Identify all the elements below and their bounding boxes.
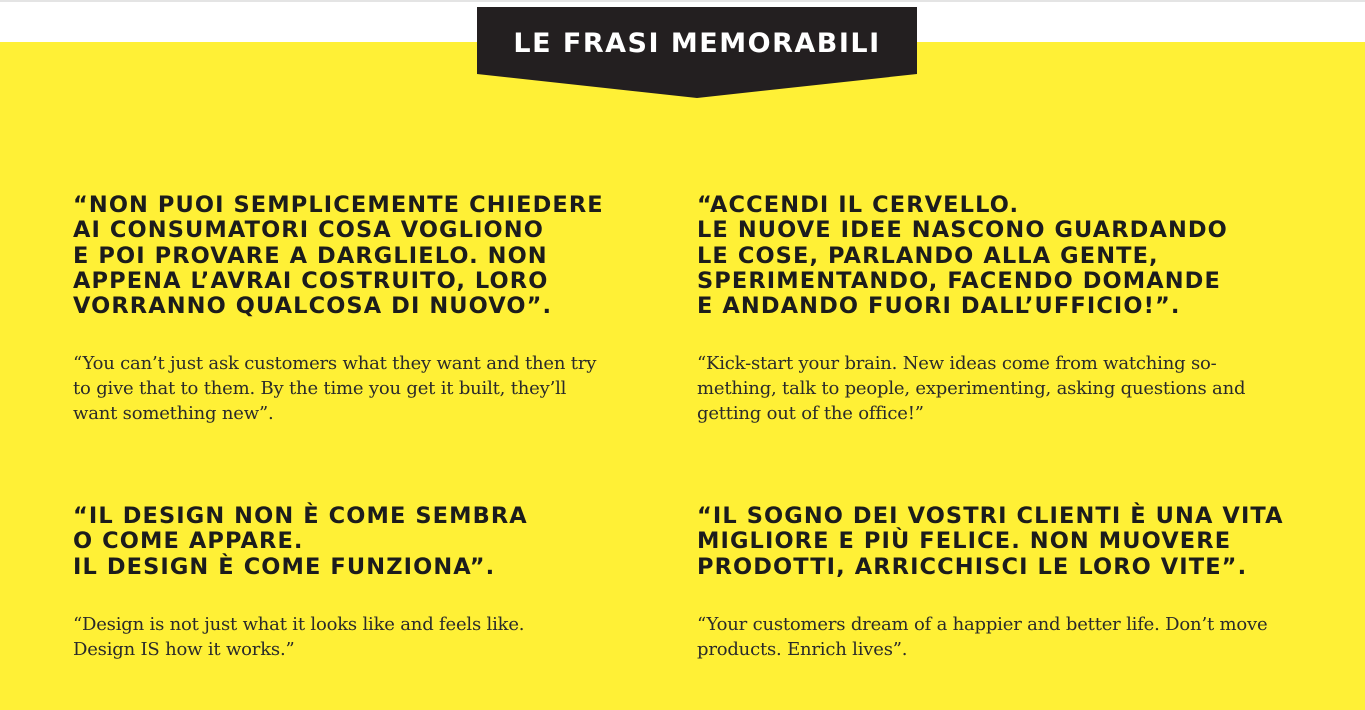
quote-italian: “IL SOGNO DEI VOSTRI CLIENTI È UNA VITA MIGLIORE E PIÙ FELICE. NON MUOVERE PRODOTTI, ARRICCHISCI LE LORO VITE”. — [697, 503, 1284, 580]
quote-english: “Kick-start your brain. New ideas come from watching so- mething, talk to people, experimenting, asking questions and getting out of the office!” — [697, 353, 1246, 425]
title-banner — [477, 7, 917, 98]
quote-english: “Design is not just what it looks like and feels like. Design IS how it works.” — [73, 613, 525, 660]
quote-english: “Your customers dream of a happier and better life. Don’t move products. Enrich lives”. — [697, 613, 1268, 660]
quote-block — [73, 193, 673, 426]
quote-italian: “ACCENDI IL CERVELLO. LE NUOVE IDEE NASCONO GUARDANDO LE COSE, PARLANDO ALLA GENTE, SPERIMENTANDO, FACENDO DOMANDE E ANDANDO FUORI DALL’UFFICIO!”. — [697, 192, 1228, 320]
quote-block — [73, 504, 673, 662]
quote-italian: “NON PUOI SEMPLICEMENTE CHIEDERE AI CONSUMATORI COSA VOGLIONO E POI PROVARE A DARGLIELO. NON APPENA L’AVRAI COSTRUITO, LORO VORRANNO QUALCOSA DI NUOVO”. — [73, 192, 604, 320]
quote-block — [697, 504, 1297, 662]
page-title: LE FRASI MEMORABILI — [513, 28, 881, 59]
quote-italian: “IL DESIGN NON È COME SEMBRA O COME APPARE. IL DESIGN È COME FUNZIONA”. — [73, 503, 528, 580]
quote-english: “You can’t just ask customers what they want and then try to give that to them. By the time you get it built, they’ll want something new”. — [73, 353, 597, 425]
quote-block — [697, 193, 1297, 426]
